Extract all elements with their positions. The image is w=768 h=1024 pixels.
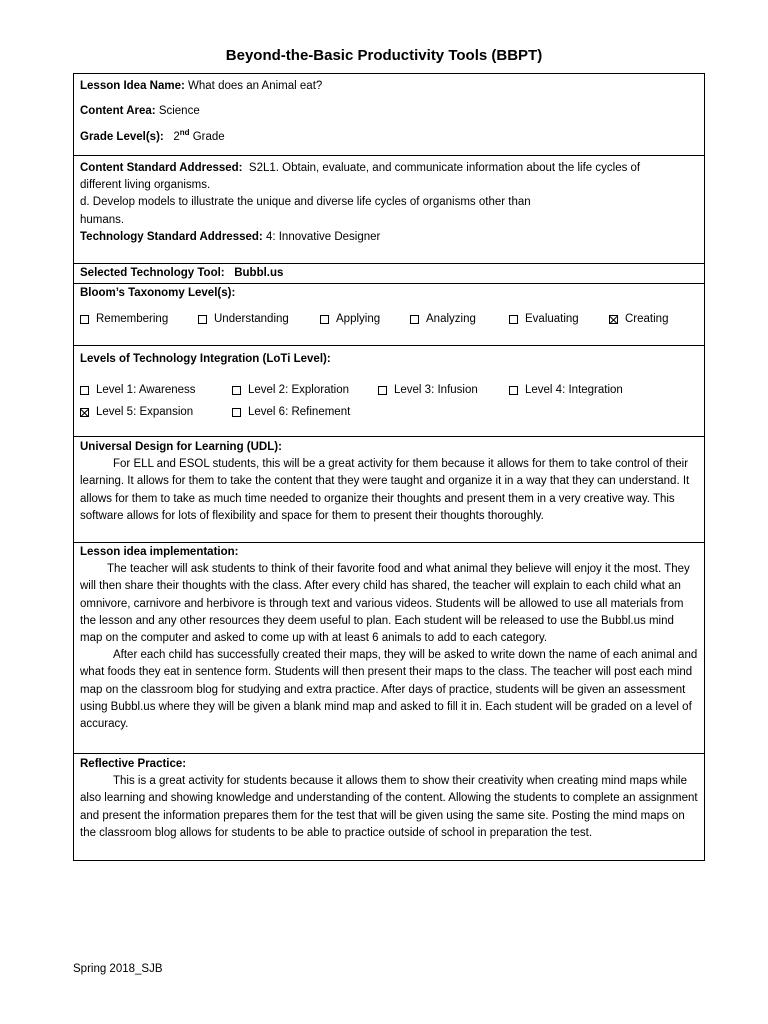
implementation-section (74, 543, 704, 754)
udl-text: For ELL and ESOL students, this will be a great activity for them because it allows for them to take control of their learning. It allows for them to take the content that they were taught and organize it in a way that they can understand. It allows for them to take as much time needed to organize their thoughts and present them in a very creative way. This software allows for lots of flexibility and space for them to present their thoughts thoroughly. (80, 458, 690, 522)
technology-tool-value: Bubbl.us (234, 267, 284, 279)
content-area-label: Content Area: (80, 105, 156, 117)
blooms-section (74, 284, 704, 346)
checkbox-icon[interactable] (80, 386, 89, 395)
tech-standard-row (80, 229, 698, 246)
option-label: Level 2: Exploration (248, 383, 350, 396)
blooms-options (80, 311, 698, 328)
loti-option-level-6[interactable] (232, 404, 350, 421)
checkbox-icon[interactable] (80, 315, 89, 324)
udl-section (74, 437, 704, 543)
implementation-label: Lesson idea implementation: (80, 546, 239, 558)
implementation-paragraph-1: The teacher will ask students to think of their favorite food and what animal they believe will enjoy it the most. They will then share their thoughts with the class. After every child has shared, the teacher will explain to each child what an omnivore, carnivore and herbivore is through text and various videos. Students will be allowed to use all materials from the lesson and any other resources they deem useful to plan. Each student will be released to use the Bubbl.us mind map on the computer and asked to come up with at least 6 animals to add to each category. (80, 563, 690, 645)
checkbox-icon[interactable] (232, 408, 241, 417)
content-standard-line-1 (80, 160, 698, 177)
loti-options-row-2 (80, 404, 698, 421)
content-standard-label: Content Standard Addressed: (80, 162, 243, 174)
checkbox-icon[interactable] (198, 315, 207, 324)
reflective-label: Reflective Practice: (80, 758, 187, 770)
option-label: Analyzing (426, 313, 476, 325)
lesson-idea-value: What does an Animal eat? (188, 80, 323, 92)
grade-word: Grade (192, 131, 225, 143)
option-label: Creating (625, 313, 669, 325)
blooms-option-analyzing[interactable] (410, 311, 509, 328)
grade-number: 2 (173, 131, 180, 143)
content-standard-value-1: S2L1. Obtain, evaluate, and communicate information about the life cycles of (248, 162, 641, 174)
checked-checkbox-icon[interactable] (609, 315, 618, 324)
tech-standard-value: 4: Innovative Designer (265, 230, 381, 243)
technology-tool-label: Selected Technology Tool: (80, 267, 225, 279)
content-standard-value-2: different living organisms. (80, 179, 211, 192)
option-label: Applying (336, 313, 381, 325)
checkbox-icon[interactable] (509, 386, 518, 395)
udl-label: Universal Design for Learning (UDL): (80, 441, 282, 453)
content-standard-value-3: d. Develop models to illustrate the unique and diverse life cycles of organisms other than (80, 196, 531, 209)
tech-standard-label: Technology Standard Addressed: (80, 230, 263, 243)
content-area-value: Science (158, 105, 200, 117)
blooms-option-remembering[interactable] (80, 311, 198, 328)
grade-level-label: Grade Level(s): (80, 131, 164, 143)
reflective-section (74, 754, 704, 860)
lesson-idea-label: Lesson Idea Name: (80, 80, 185, 92)
implementation-paragraph-2: After each child has successfully created their maps, they will be asked to write down the name of each animal and what foods they eat in sentence form. Students will then present their maps to the class. The teacher will post each mind map on the classroom blog for studying and extra practice. After days of practice, students will be given an assessment using Bubbl.us where they will be given a blank mind map and asked to fill it in. Each student will be graded on a level of accuracy. (80, 649, 698, 731)
grade-suffix: nd (179, 128, 190, 138)
option-label: Level 4: Integration (525, 383, 623, 396)
lesson-idea-row (80, 78, 698, 103)
option-label: Remembering (96, 313, 169, 325)
checkbox-icon[interactable] (509, 315, 518, 324)
option-label: Level 3: Infusion (394, 383, 478, 396)
loti-option-level-3[interactable] (378, 382, 509, 399)
option-label: Level 6: Refinement (248, 406, 351, 418)
option-label: Level 1: Awareness (96, 383, 196, 396)
page-title: Beyond-the-Basic Productivity Tools (BBPT) (225, 47, 543, 64)
option-label: Level 5: Expansion (96, 406, 194, 418)
blooms-option-applying[interactable] (320, 311, 410, 328)
checkbox-icon[interactable] (378, 386, 387, 395)
blooms-label: Bloom’s Taxonomy Level(s): (80, 287, 236, 299)
loti-options-row-1 (80, 377, 698, 404)
footer-text: Spring 2018_SJB (73, 963, 163, 975)
blooms-option-evaluating[interactable] (509, 311, 609, 328)
loti-option-level-5[interactable] (80, 404, 232, 421)
reflective-text: This is a great activity for students because it allows them to show their creativity when creating mind maps while also learning and showing knowledge and understanding of the content. Allowing the students to complete an assignment and present the information prepares them for the test that will be given using the same site. Posting the mind maps on the classroom blog allows for students to be able to practice outside of school in preparation the test. (80, 775, 698, 839)
checked-checkbox-icon[interactable] (80, 408, 89, 417)
lesson-plan-form (73, 73, 705, 861)
blooms-option-understanding[interactable] (198, 311, 320, 328)
technology-tool-row (80, 265, 698, 282)
blooms-option-creating[interactable] (609, 311, 668, 328)
loti-option-level-1[interactable] (80, 382, 232, 399)
loti-label: Levels of Technology Integration (LoTi Level): (80, 353, 331, 365)
option-label: Understanding (214, 313, 289, 325)
checkbox-icon[interactable] (320, 315, 329, 324)
checkbox-icon[interactable] (232, 386, 241, 395)
lesson-info-section (74, 74, 704, 156)
option-label: Evaluating (525, 313, 579, 325)
technology-tool-section (74, 264, 704, 284)
loti-option-level-4[interactable] (509, 382, 623, 399)
standards-section (74, 156, 704, 264)
content-area-row (80, 103, 698, 129)
grade-level-row (80, 129, 698, 146)
content-standard-value-4: humans. (80, 213, 125, 226)
loti-section (74, 346, 704, 437)
checkbox-icon[interactable] (410, 315, 419, 324)
loti-option-level-2[interactable] (232, 382, 378, 399)
